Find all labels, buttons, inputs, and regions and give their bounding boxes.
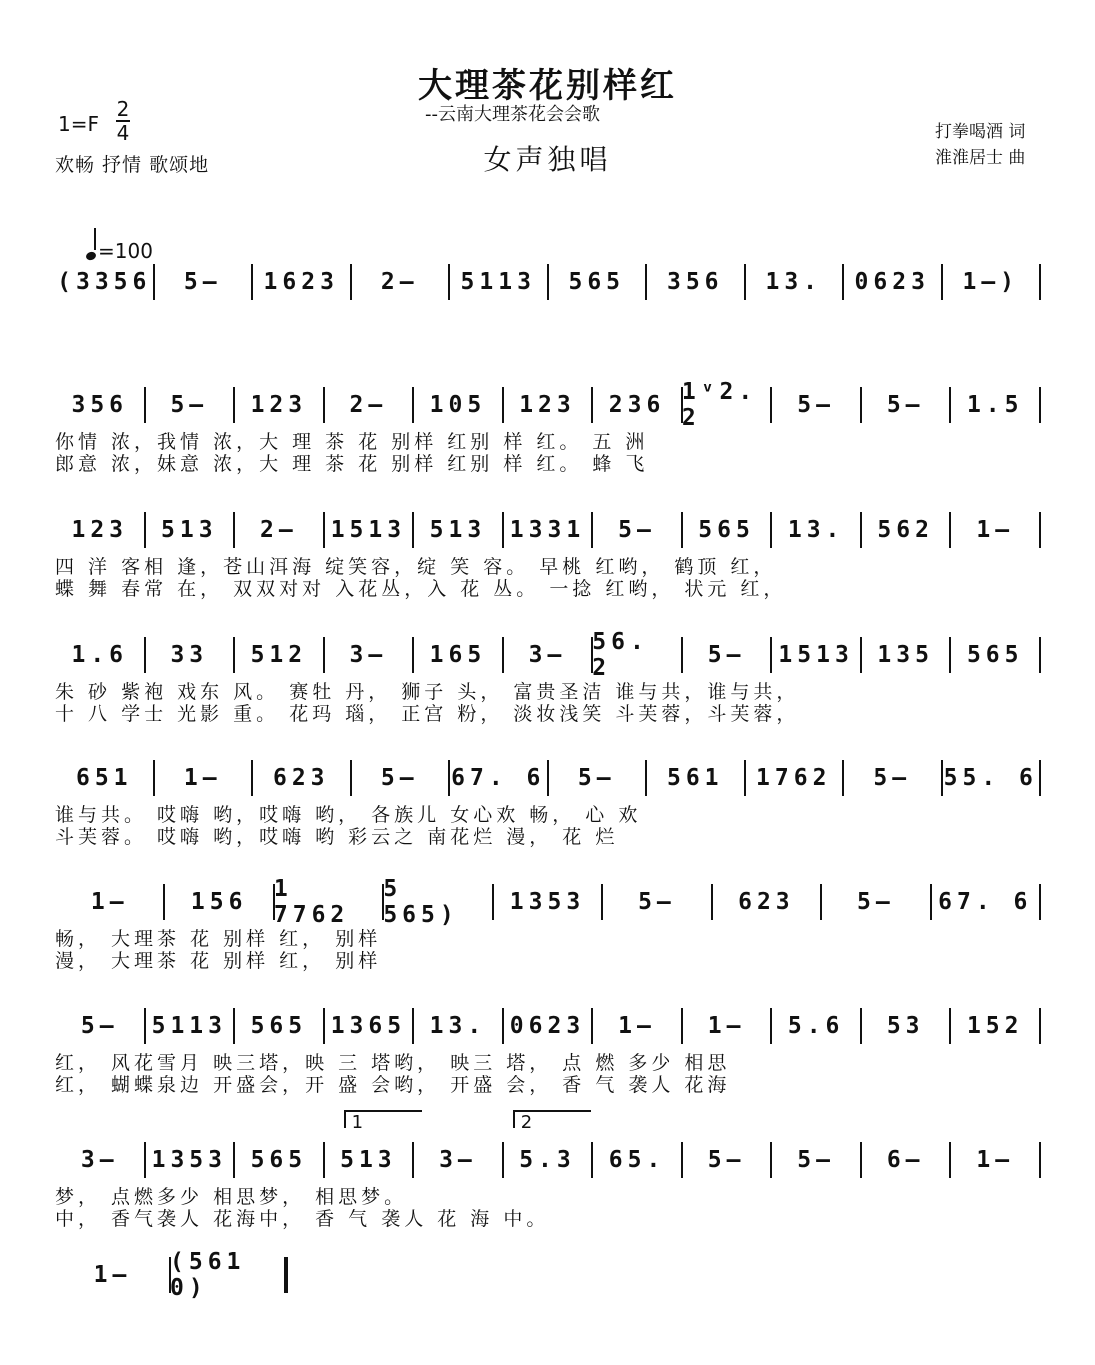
measure: 1331 xyxy=(509,517,586,543)
bar-line xyxy=(1039,760,1041,796)
measure: 2– xyxy=(349,392,388,418)
staff-row xyxy=(55,1249,1040,1365)
bar-line xyxy=(1039,884,1041,920)
measure: 1353 xyxy=(509,889,586,915)
staff-row xyxy=(55,1006,1040,1116)
note-stem xyxy=(94,228,96,250)
measure: 565 xyxy=(250,1013,308,1039)
measure: 1.5 xyxy=(966,392,1024,418)
measure: 1623 xyxy=(263,269,339,295)
measure: 5– xyxy=(638,889,676,915)
measure: 1365 xyxy=(330,1013,407,1039)
measure: 67. 6 xyxy=(451,765,546,791)
lyric-line-1: 你情 浓，我情 浓，大 理 茶 花 别样 红别 样 红。 五 洲 xyxy=(55,431,649,453)
lyric-line-2: 红， 蝴蝶泉边 开盛会，开 盛 会哟， 开盛 会， 香 气 袭人 花海 xyxy=(55,1074,731,1096)
measure: 33 xyxy=(170,642,209,668)
key-signature: 1=F xyxy=(58,112,99,136)
song-subtitle: --云南大理茶花会会歌 xyxy=(425,104,600,125)
measure: 623 xyxy=(738,889,795,915)
measure: 623 xyxy=(272,765,330,791)
tempo-marking xyxy=(86,236,153,263)
measure: 123 xyxy=(71,517,129,543)
measure: 152 xyxy=(966,1013,1024,1039)
measure: 5– xyxy=(80,1013,119,1039)
measure: 356 xyxy=(666,269,724,295)
measure: 1– xyxy=(976,517,1015,543)
bar-line xyxy=(1039,264,1041,300)
measure: 1– xyxy=(618,1013,656,1039)
staff-row xyxy=(55,379,1040,495)
measure: 562 xyxy=(877,517,934,543)
measure: 1513 xyxy=(778,642,854,668)
measure: 565 xyxy=(568,269,626,295)
lyric-line-1: 梦， 点燃多少 相思梦， 相思梦。 xyxy=(55,1186,408,1208)
measure: 2– xyxy=(380,269,419,295)
measure: 1 7762 xyxy=(273,876,350,928)
measure: 3– xyxy=(439,1147,477,1173)
lyric-line-1: 畅， 大理茶 花 别样 红， 别样 xyxy=(55,928,382,950)
bar-line xyxy=(1039,512,1041,548)
lyric-line-2: 斗芙蓉。 哎嗨 哟，哎嗨 哟 彩云之 南花烂 漫， 花 烂 xyxy=(55,826,619,848)
measure: 123 xyxy=(519,392,576,418)
meter-top: 2 xyxy=(116,97,130,121)
measure: 565 xyxy=(698,517,755,543)
measure: 1.6 xyxy=(71,642,129,668)
measure: 1353 xyxy=(151,1147,227,1173)
measure: 5– xyxy=(797,1147,835,1173)
tempo-value: =100 xyxy=(98,239,153,263)
measure: 3– xyxy=(349,642,388,668)
measure: 13. xyxy=(787,517,845,543)
measure: 1– xyxy=(183,765,222,791)
measure: 1– xyxy=(707,1013,746,1039)
measure: 0623 xyxy=(854,269,930,295)
measure: 513 xyxy=(429,517,487,543)
measure: 5– xyxy=(183,269,222,295)
measure: 513 xyxy=(340,1147,397,1173)
measure: 512 xyxy=(250,642,308,668)
measure: 356 xyxy=(71,392,129,418)
measure: 3– xyxy=(528,642,567,668)
measure: 5– xyxy=(886,392,925,418)
measure: 135 xyxy=(877,642,934,668)
bar-line xyxy=(284,1257,288,1293)
measure: (561 0) xyxy=(170,1249,246,1301)
measure: 651 xyxy=(75,765,133,791)
lyric-line-1: 朱 砂 紫袍 戏东 风。 赛牡 丹， 狮子 头， 富贵圣洁 谁与共，谁与共， xyxy=(55,681,800,703)
measure: 5– xyxy=(577,765,616,791)
measure: 5113 xyxy=(460,269,536,295)
measure: 5– xyxy=(170,392,209,418)
bar-line xyxy=(1039,387,1041,423)
lyricist-credit: 打拳喝酒 词 xyxy=(935,122,1026,142)
measure: 55. 6 xyxy=(943,765,1038,791)
lyric-line-2: 蝶 舞 春常 在， 双双对对 入花丛，入 花 丛。 一捻 红哟， 状元 红， xyxy=(55,578,787,600)
staff-row xyxy=(55,758,1040,868)
measure: 1–) xyxy=(962,269,1020,295)
measure: 565 xyxy=(250,1147,308,1173)
measure: 123 xyxy=(250,392,308,418)
measure: 13. xyxy=(429,1013,487,1039)
measure: 5– xyxy=(707,642,746,668)
song-title: 大理茶花别样红 xyxy=(418,66,677,106)
measure: 236 xyxy=(608,392,666,418)
measure: 1– xyxy=(93,1262,132,1288)
bar-line xyxy=(1039,1142,1041,1178)
lyric-line-2: 郎意 浓，妹意 浓，大 理 茶 花 别样 红别 样 红。 蜂 飞 xyxy=(55,453,649,475)
measure: 56. 2 xyxy=(592,629,649,681)
lyric-line-2: 漫， 大理茶 花 别样 红， 别样 xyxy=(55,950,382,972)
volta-first-ending: 1 xyxy=(344,1110,422,1128)
measure: 5– xyxy=(856,889,895,915)
measure: 5– xyxy=(873,765,912,791)
volta-second-ending: 2 xyxy=(513,1110,591,1128)
bar-line xyxy=(1039,637,1041,673)
lyric-line-2: 中， 香气袭人 花海中， 香 气 袭人 花 海 中。 xyxy=(55,1208,550,1230)
staff-row xyxy=(55,629,1040,745)
measure: 513 xyxy=(161,517,218,543)
measure: 53 xyxy=(886,1013,925,1039)
lyric-line-1: 红， 风花雪月 映三塔，映 三 塔哟， 映三 塔， 点 燃 多少 相思 xyxy=(55,1052,731,1074)
measure: 105 xyxy=(429,392,487,418)
voice-type: 女声独唱 xyxy=(483,143,612,176)
measure: 13. xyxy=(765,269,823,295)
measure: 5– xyxy=(380,765,419,791)
measure: 2– xyxy=(259,517,298,543)
measure: 5.3 xyxy=(519,1147,576,1173)
staff-row xyxy=(55,1112,1040,1250)
composer-credit: 淮淮居士 曲 xyxy=(935,148,1026,168)
measure: 1762 xyxy=(756,765,832,791)
measure: 1ᵛ2. 2 xyxy=(681,379,758,431)
measure: (3356 xyxy=(57,269,152,295)
measure: 3– xyxy=(80,1147,119,1173)
measure: 5– xyxy=(797,392,835,418)
measure: 561 xyxy=(666,765,724,791)
time-signature xyxy=(116,98,130,144)
measure: 5.6 xyxy=(787,1013,845,1039)
measure: 1513 xyxy=(330,517,407,543)
measure: 5– xyxy=(618,517,656,543)
meter-bottom: 4 xyxy=(116,121,130,145)
measure: 1– xyxy=(90,889,129,915)
measure: 156 xyxy=(190,889,248,915)
lyric-line-1: 四 洋 客相 逢，苍山洱海 绽笑容，绽 笑 容。 早桃 红哟， 鹤顶 红， xyxy=(55,556,777,578)
bar-line xyxy=(1039,1008,1041,1044)
measure: 0623 xyxy=(509,1013,586,1039)
quarter-note-icon xyxy=(85,251,97,262)
staff-row xyxy=(55,876,1040,992)
lyric-line-2: 十 八 学士 光影 重。 花玛 瑙， 正宫 粉， 淡妆浅笑 斗芙蓉，斗芙蓉， xyxy=(55,703,800,725)
measure: 165 xyxy=(429,642,487,668)
measure: 565 xyxy=(966,642,1024,668)
measure: 5 565) xyxy=(383,876,459,928)
staff-row xyxy=(55,262,1040,372)
measure: 67. 6 xyxy=(938,889,1033,915)
measure: 1– xyxy=(976,1147,1015,1173)
measure: 6– xyxy=(886,1147,925,1173)
measure: 5– xyxy=(707,1147,746,1173)
performance-mood: 欢畅 抒情 歌颂地 xyxy=(55,154,210,176)
staff-row xyxy=(55,510,1040,620)
measure: 65. xyxy=(608,1147,666,1173)
measure: 5113 xyxy=(151,1013,227,1039)
lyric-line-1: 谁与共。 哎嗨 哟，哎嗨 哟， 各族儿 女心欢 畅， 心 欢 xyxy=(55,804,642,826)
